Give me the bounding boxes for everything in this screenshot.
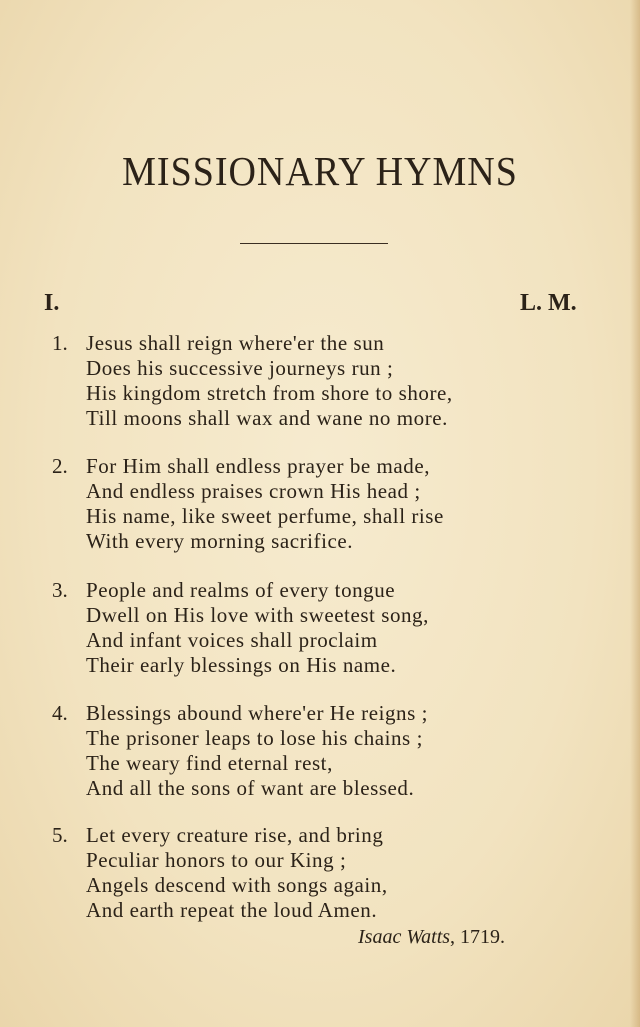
verse-line: His name, like sweet perfume, shall rise [86,504,444,528]
attribution-separator: , [450,926,456,948]
verse-line: With every morning sacrifice. [86,529,354,553]
verse-line: The weary find eternal rest, [86,751,333,775]
stanza-number: 3. [52,578,68,602]
page-title: MISSIONARY HYMNS [122,149,518,195]
verse-line: And all the sons of want are blessed. [86,776,415,800]
verse-line: Does his successive journeys run ; [86,356,394,380]
verse-line: People and realms of every tongue [86,578,396,602]
verse-line: Angels descend with songs again, [86,873,388,897]
stanza-number: 5. [52,823,68,847]
author-name: Isaac Watts [358,926,451,948]
verse-line: And earth repeat the loud Amen. [86,898,378,922]
verse-line: Peculiar honors to our King ; [86,848,347,872]
verse-line: The prisoner leaps to lose his chains ; [86,726,423,750]
hymn-attribution [358,926,505,949]
hymn-meter: L. M. [520,290,577,316]
stanza-number: 2. [52,454,68,478]
verse-line: For Him shall endless prayer be made, [86,454,431,478]
composition-year: 1719. [460,926,506,948]
title-divider [240,243,388,244]
verse-line: His kingdom stretch from shore to shore, [86,381,453,405]
stanza-number: 4. [52,701,68,725]
verse-line: Till moons shall wax and wane no more. [86,406,448,430]
verse-line: Let every creature rise, and bring [86,823,384,847]
verse-line: Blessings abound where'er He reigns ; [86,701,428,725]
verse-line: And infant voices shall proclaim [86,628,378,652]
hymn-number: I. [44,290,60,316]
stanza-number: 1. [52,331,68,355]
verse-line: And endless praises crown His head ; [86,479,421,503]
verse-line: Jesus shall reign where'er the sun [86,331,385,355]
verse-line: Dwell on His love with sweetest song, [86,603,429,627]
verse-line: Their early blessings on His name. [86,653,397,677]
